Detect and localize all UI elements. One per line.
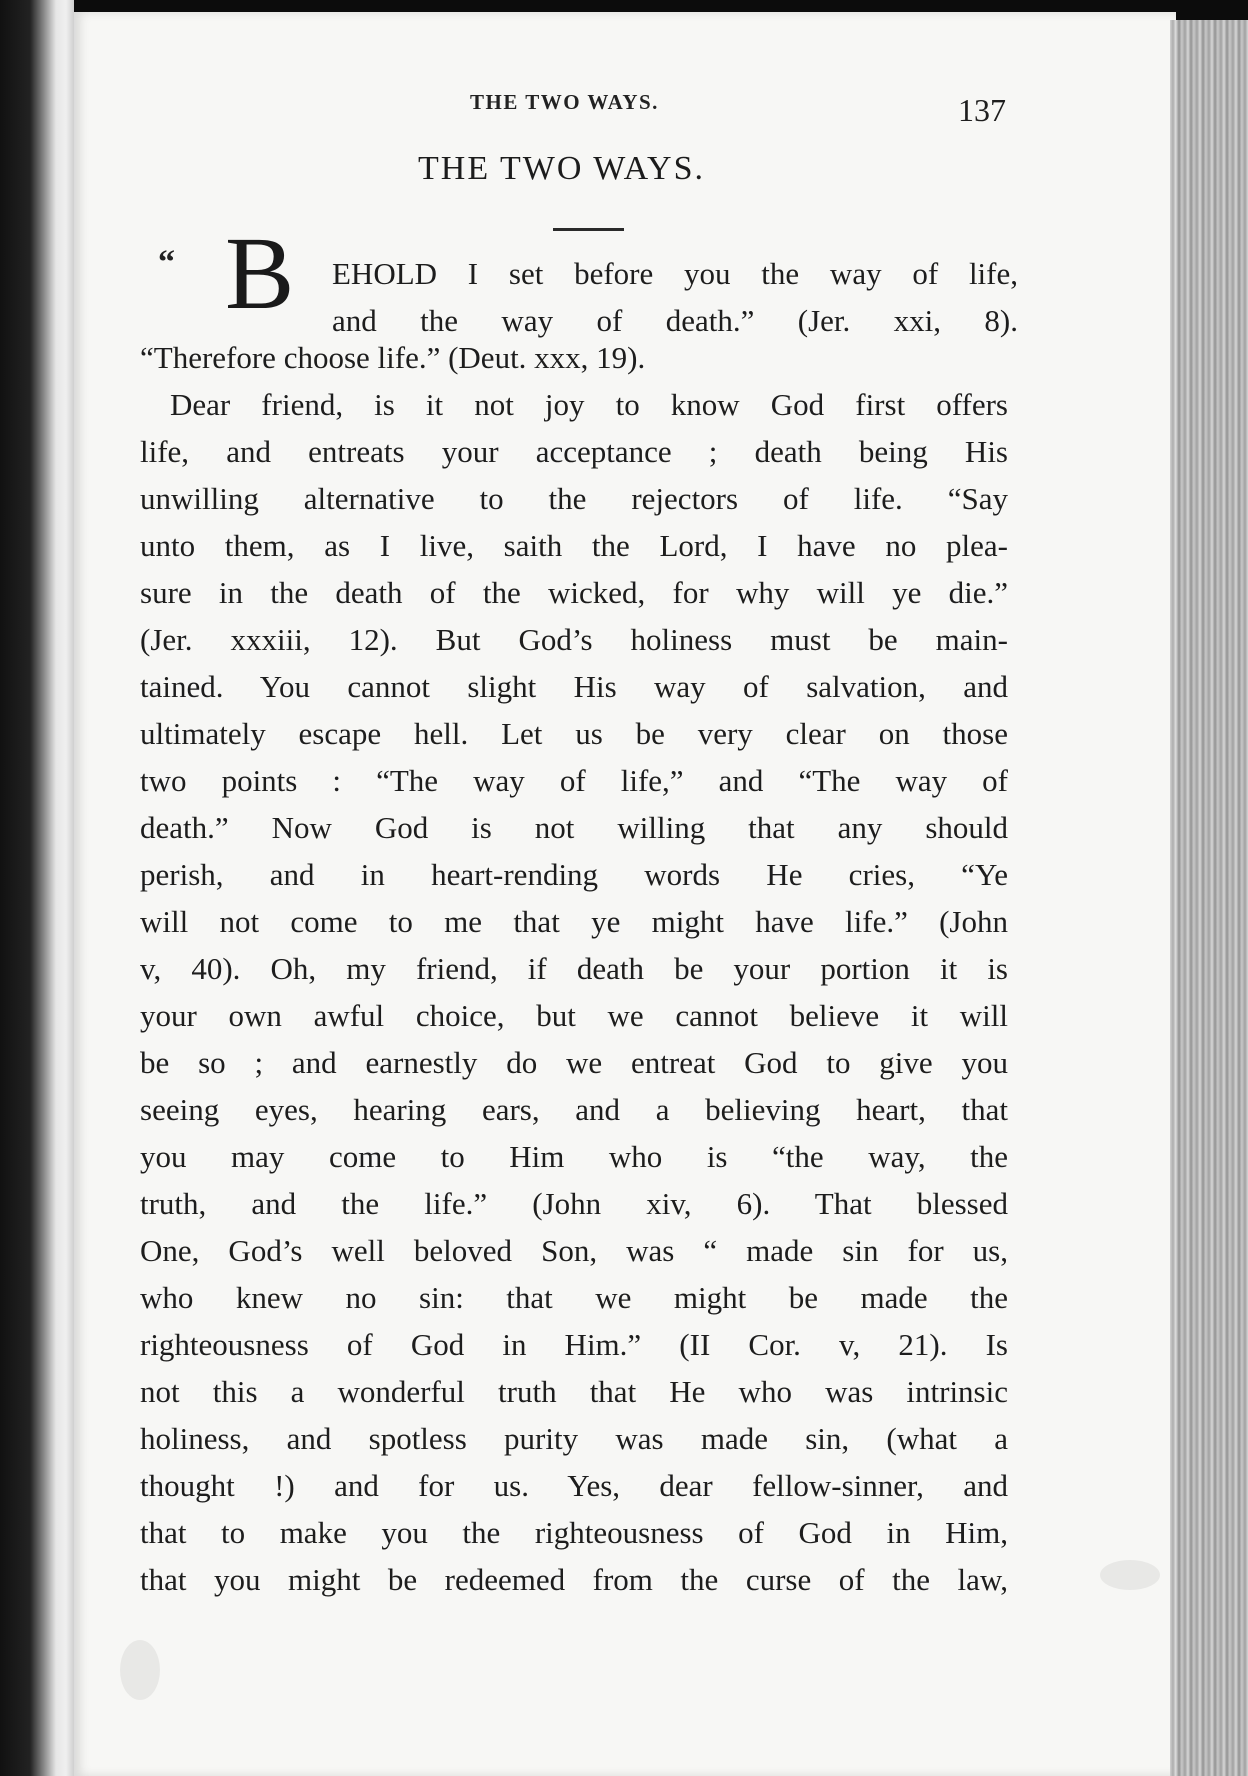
text-line: thought !) and for us. Yes, dear fellow-sinner, and: [140, 1468, 1008, 1503]
text-line: tained. You cannot slight His way of salvation, and: [140, 669, 1008, 704]
text-line: that to make you the righteousness of God in Him,: [140, 1515, 1008, 1550]
text-line: your own awful choice, but we cannot believe it will: [140, 998, 1008, 1033]
text-line: unto them, as I live, saith the Lord, I have no plea-: [140, 528, 1008, 563]
text-line: sure in the death of the wicked, for why will ye die.”: [140, 575, 1008, 610]
text-line: One, God’s well beloved Son, was “ made sin for us,: [140, 1233, 1008, 1268]
text-line: who knew no sin: that we might be made the: [140, 1280, 1008, 1315]
opening-line: and the way of death.” (Jer. xxi, 8).: [332, 303, 1018, 338]
text-line: death.” Now God is not willing that any should: [140, 810, 1008, 845]
text-line: (Jer. xxxiii, 12). But God’s holiness must be main-: [140, 622, 1008, 657]
left-page-edge: [0, 0, 74, 1776]
title-rule: [553, 228, 624, 231]
text-line: truth, and the life.” (John xiv, 6). That blessed: [140, 1186, 1008, 1221]
opening-line: EHOLD I set before you the way of life,: [332, 256, 1018, 291]
paper-blemish: [1100, 1560, 1160, 1590]
text-line: seeing eyes, hearing ears, and a believing heart, that: [140, 1092, 1008, 1127]
text-line: you may come to Him who is “the way, the: [140, 1139, 1008, 1174]
text-line: be so ; and earnestly do we entreat God to give you: [140, 1045, 1008, 1080]
text-line: life, and entreats your acceptance ; death being His: [140, 434, 1008, 469]
text-line: that you might be redeemed from the curse of the law,: [140, 1562, 1008, 1597]
text-line: holiness, and spotless purity was made sin, (what a: [140, 1421, 1008, 1456]
text-line: ultimately escape hell. Let us be very clear on those: [140, 716, 1008, 751]
text-line: two points : “The way of life,” and “The way of: [140, 763, 1008, 798]
text-line: unwilling alternative to the rejectors of life. “Say: [140, 481, 1008, 516]
text-line: Dear friend, is it not joy to know God first offers: [170, 387, 1008, 422]
text-line: not this a wonderful truth that He who was intrinsic: [140, 1374, 1008, 1409]
page-number: 137: [958, 92, 1006, 128]
running-head: THE TWO WAYS.: [470, 90, 659, 114]
body-text: [140, 334, 1020, 1603]
text-line: “Therefore choose life.” (Deut. xxx, 19).: [140, 340, 646, 375]
text-line: righteousness of God in Him.” (II Cor. v, 21). Is: [140, 1327, 1008, 1362]
chapter-title: THE TWO WAYS.: [418, 150, 705, 187]
paper-blemish: [120, 1640, 160, 1700]
drop-cap: B: [225, 216, 295, 331]
text-line: will not come to me that ye might have life.” (John: [140, 904, 1008, 939]
opening-quote-mark: “: [158, 244, 175, 281]
text-line: v, 40). Oh, my friend, if death be your portion it is: [140, 951, 1008, 986]
page-fore-edge: [1170, 20, 1248, 1776]
text-line: perish, and in heart-rending words He cries, “Ye: [140, 857, 1008, 892]
opening-lines: [332, 250, 1018, 344]
